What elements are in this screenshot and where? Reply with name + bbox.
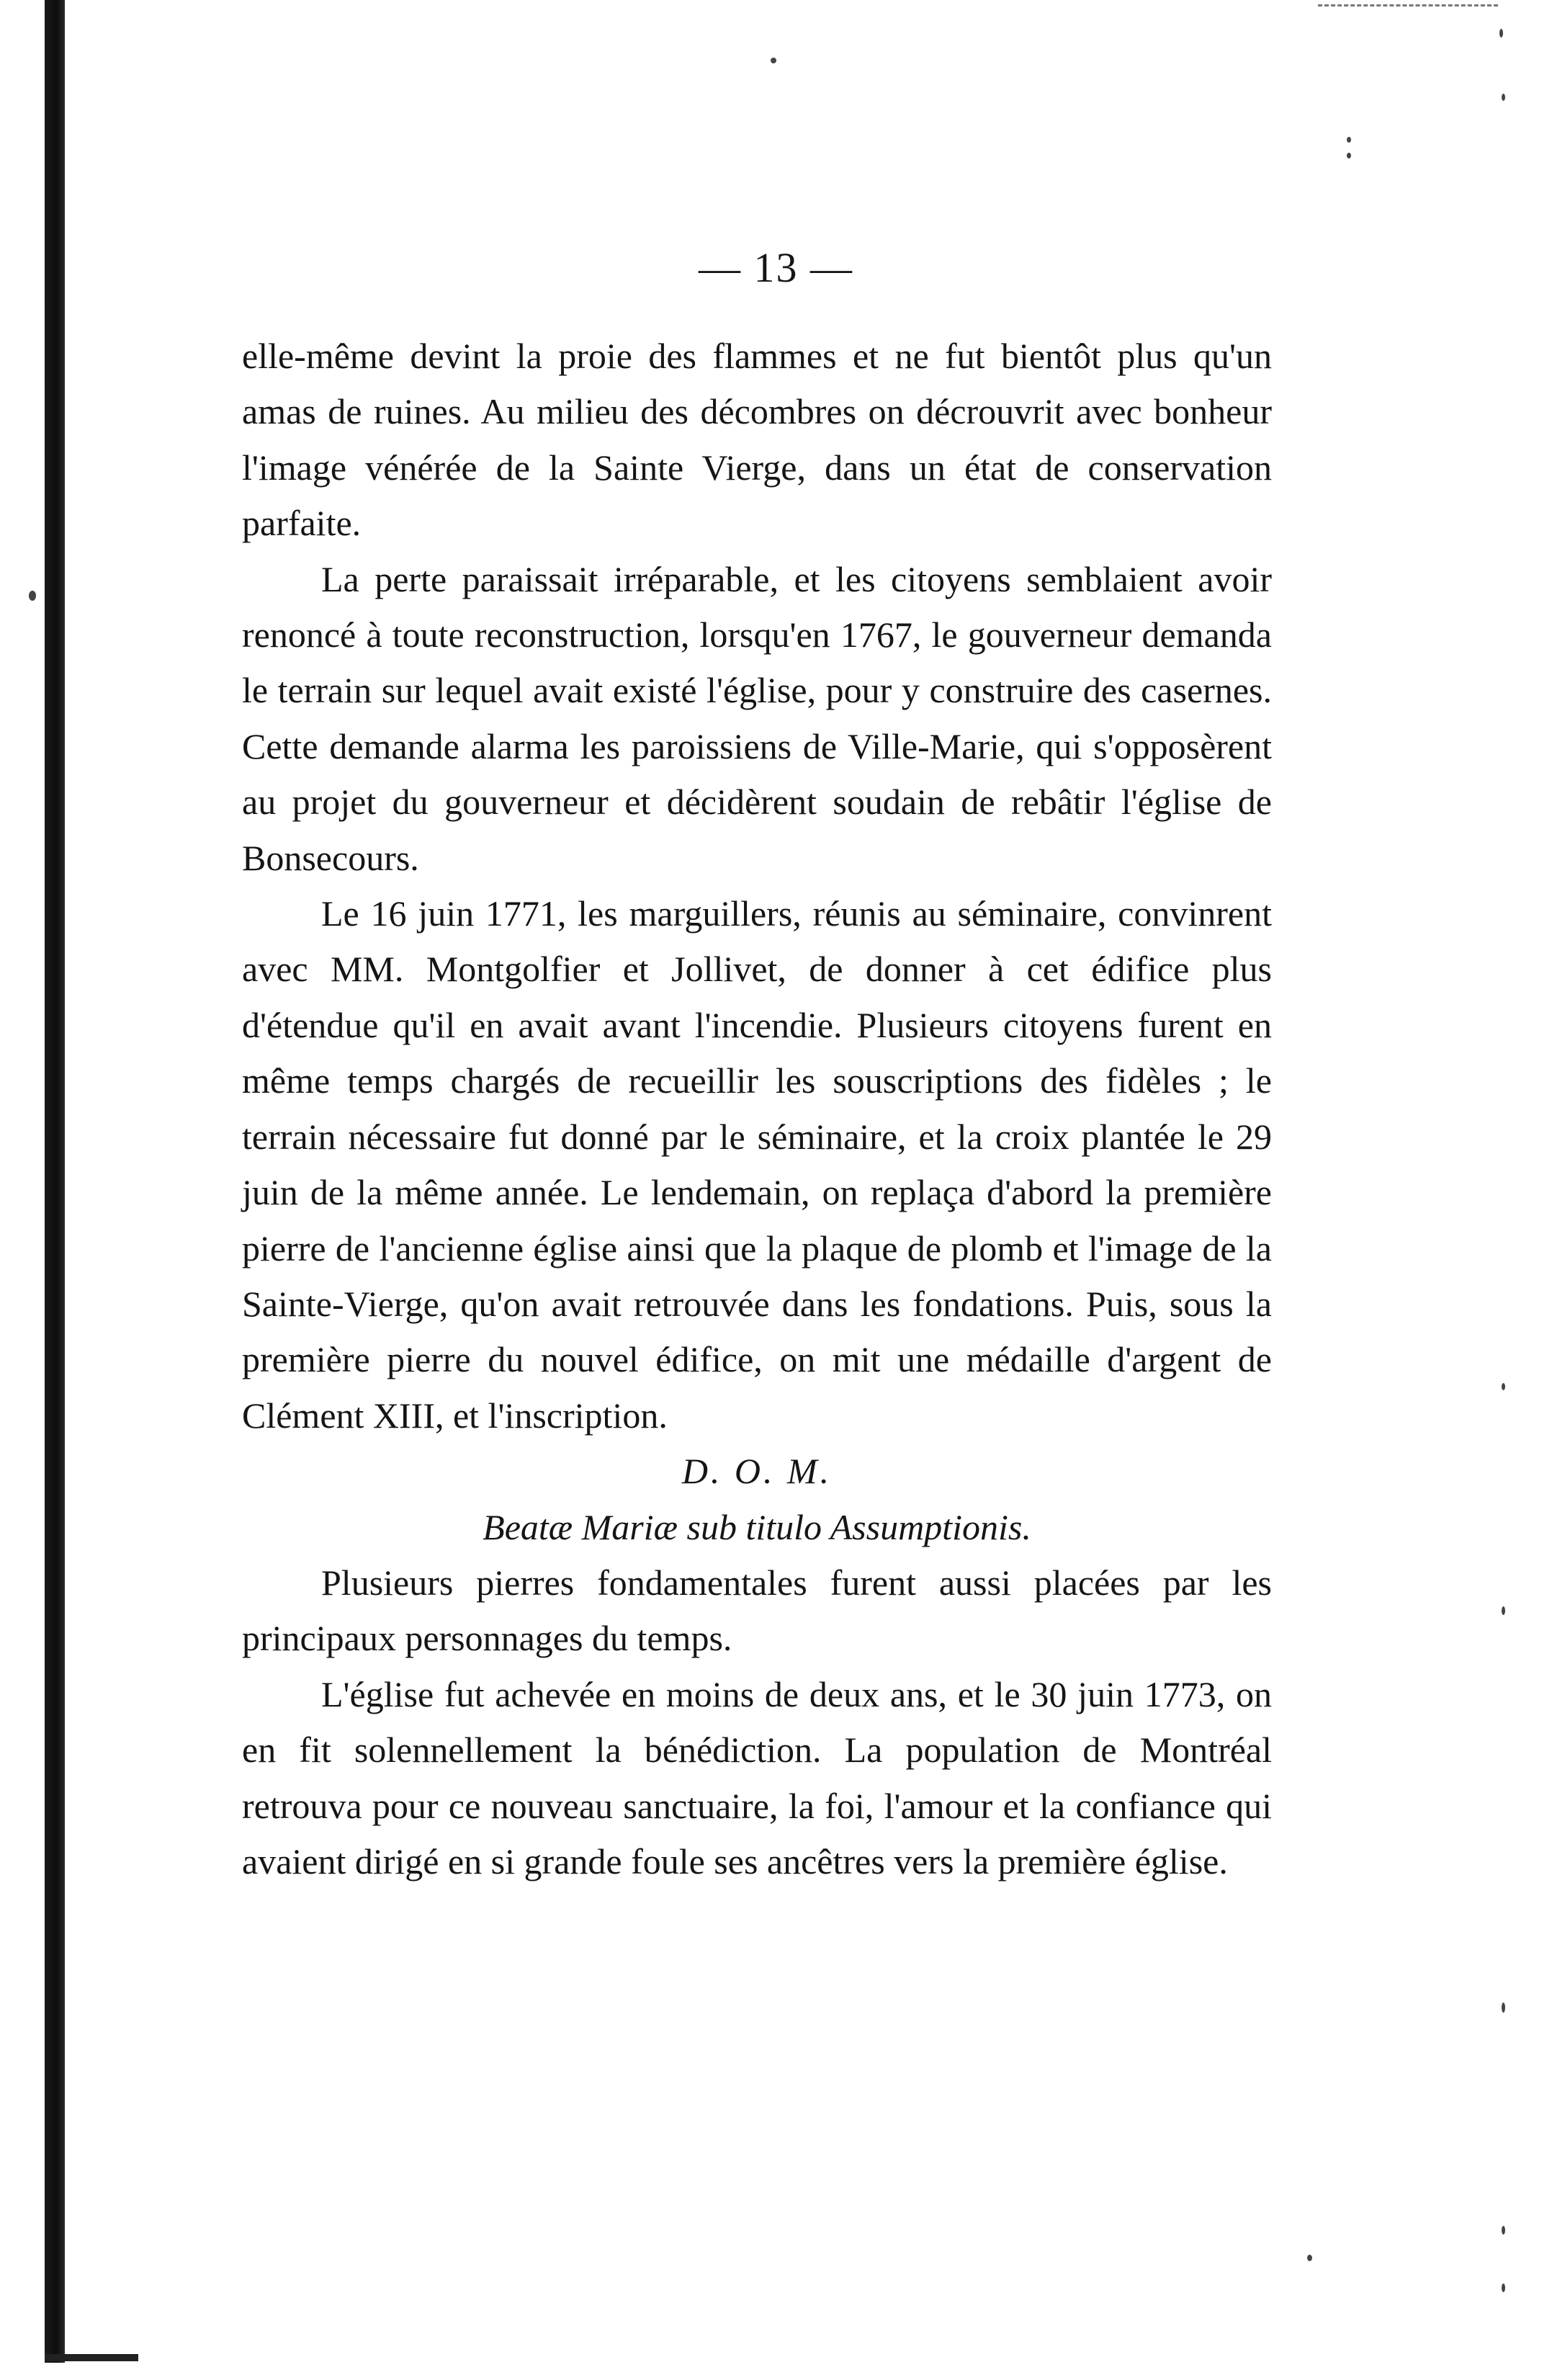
inscription-text: Beatæ Mariæ sub titulo Assumptionis. (483, 1506, 1031, 1547)
binding-edge (45, 0, 65, 2363)
body-text (242, 328, 1272, 1889)
scan-speck (1499, 29, 1503, 37)
scan-speck (29, 591, 36, 601)
scan-speck (1502, 2226, 1505, 2234)
page-number: — 13 — (699, 244, 853, 291)
scan-speck (1502, 1383, 1505, 1390)
binding-shadow (45, 2354, 138, 2361)
scan-speck (1502, 2283, 1505, 2292)
paragraph: Le 16 juin 1771, les marguillers, réunis au séminaire, convinrent avec MM. Montgolfier et Jollivet, de donner à cet édifice plus d'étendue qu'il en avait avant l'incendie. Plusieurs citoyens furent en même temps chargés de recueillir les souscriptions des fidèles ; le terrain nécessaire fut donné par le séminaire, et la croix plantée le 29 juin de la même année. Le lendemain, on replaça d'abord la première pierre de l'ancienne église ainsi que la plaque de plomb et l'image de la Sainte-Vierge, qu'on avait retrouvée dans les fondations. Puis, sous la première pierre du nouvel édifice, on mit une médaille d'argent de Clément XIII, et l'inscription. (242, 893, 1272, 1436)
scan-speck (1307, 2255, 1312, 2261)
inscription-heading: D. O. M. (681, 1451, 833, 1492)
paragraph: Plusieurs pierres fondamentales furent aussi placées par les principaux personnages du temps. (242, 1562, 1272, 1659)
scan-speck (1502, 2003, 1505, 2013)
paragraph: La perte paraissait irréparable, et les citoyens semblaient avoir renoncé à toute reconstruction, lorsqu'en 1767, le gouverneur demanda le terrain sur lequel avait existé l'église, pour y construire des casernes. Cette demande alarma les paroissiens de Ville-Marie, qui s'opposèrent au projet du gouverneur et décidèrent soudain de rebâtir l'église de Bonsecours. (242, 558, 1272, 878)
scan-speck (1347, 137, 1351, 143)
scan-speck (771, 58, 776, 63)
scan-speck (1502, 94, 1505, 101)
scan-artifact-line (1318, 4, 1498, 6)
scan-speck (1502, 1606, 1505, 1615)
paragraph: elle-même devint la proie des flammes et ne fut bientôt plus qu'un amas de ruines. Au milieu des décombres on décrouvrit avec bonheur l'image vénérée de la Sainte Vierge, dans un état de conservation parfaite. (242, 336, 1272, 544)
scan-speck (1347, 153, 1351, 158)
paragraph: L'église fut achevée en moins de deux ans, et le 30 juin 1773, on en fit solennellement la bénédiction. La population de Montréal retrouva pour ce nouveau sanctuaire, la foi, l'amour et la confiance qui avaient dirigé en si grande foule ses ancêtres vers la première église. (242, 1673, 1272, 1882)
